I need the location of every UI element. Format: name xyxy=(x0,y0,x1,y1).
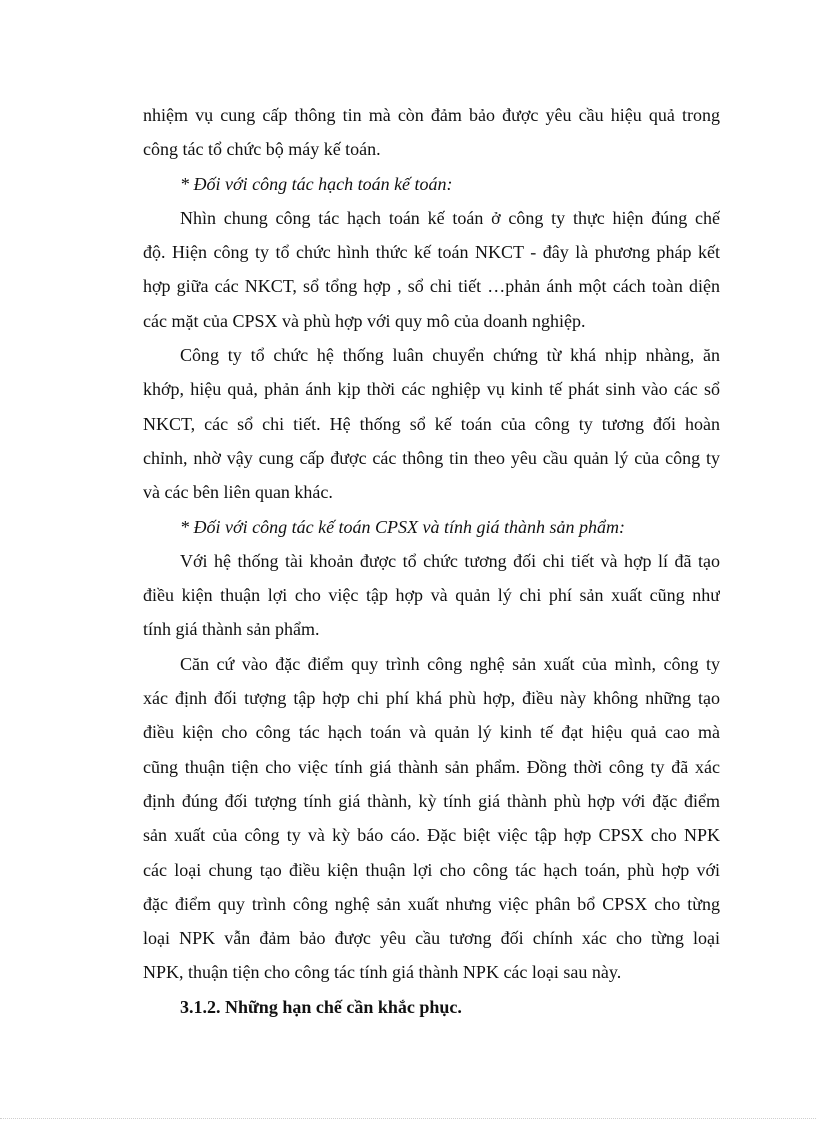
text-line: các mặt của CPSX và phù hợp với quy mô của doanh nghiệp. xyxy=(143,310,586,331)
paragraph-1 xyxy=(143,98,720,167)
text-line: NPK, thuận tiện cho công tác tính giá thành NPK các loại sau này. xyxy=(143,962,622,983)
page-bottom-rule xyxy=(0,1118,816,1119)
subheading-cost-accounting xyxy=(143,510,720,544)
text-line: xác định đối tượng tập hợp chi phí khá phù hợp, điều này không những tạo xyxy=(143,688,720,709)
text-line: định đúng đối tượng tính giá thành, kỳ tính giá thành phù hợp với đặc điểm xyxy=(143,790,720,811)
subheading-accounting xyxy=(143,167,720,201)
subheading-text: * Đối với công tác kế toán CPSX và tính giá thành sản phẩm: xyxy=(180,516,626,537)
text-line: loại NPK vẫn đảm bảo được yêu cầu tương đối chính xác cho từng loại xyxy=(143,928,720,949)
text-line: chỉnh, nhờ vậy cung cấp được các thông tin theo yêu cầu quản lý của công ty xyxy=(143,447,720,468)
paragraph-4 xyxy=(143,338,720,509)
section-heading-3-1-2 xyxy=(143,990,720,1024)
text-line: hợp giữa các NKCT, sổ tổng hợp , sổ chi tiết …phản ánh một cách toàn diện xyxy=(143,276,720,297)
text-line: đặc điểm quy trình công nghệ sản xuất nhưng việc phân bổ CPSX cho từng xyxy=(143,893,720,914)
text-line: điều kiện thuận lợi cho việc tập hợp và quản lý chi phí sản xuất cũng như xyxy=(143,585,720,606)
text-line: công tác tổ chức bộ máy kế toán. xyxy=(143,139,381,160)
text-line: Căn cứ vào đặc điểm quy trình công nghệ sản xuất của mình, công ty xyxy=(180,653,720,674)
text-line: tính giá thành sản phẩm. xyxy=(143,619,320,640)
text-line: Công ty tổ chức hệ thống luân chuyển chứng từ khá nhịp nhàng, ăn xyxy=(180,345,720,366)
paragraph-6 xyxy=(143,544,720,647)
text-line: cũng thuận tiện cho việc tính giá thành sản phẩm. Đồng thời công ty đã xác xyxy=(143,756,720,777)
text-line: và các bên liên quan khác. xyxy=(143,482,333,503)
text-line: NKCT, các sổ chi tiết. Hệ thống sổ kế toán của công ty tương đối hoàn xyxy=(143,413,720,434)
text-line: điều kiện cho công tác hạch toán và quản lý kinh tế đạt hiệu quả cao mà xyxy=(143,722,720,743)
text-line: các loại chung tạo điều kiện thuận lợi cho công tác hạch toán, phù hợp với xyxy=(143,859,720,880)
subheading-text: * Đối với công tác hạch toán kế toán: xyxy=(180,173,453,194)
text-line: Nhìn chung công tác hạch toán kế toán ở công ty thực hiện đúng chế xyxy=(180,207,720,228)
text-line: khớp, hiệu quả, phản ánh kịp thời các nghiệp vụ kinh tế phát sinh vào các sổ xyxy=(143,379,720,400)
paragraph-3 xyxy=(143,201,720,338)
paragraph-7 xyxy=(143,647,720,990)
section-heading-text: 3.1.2. Những hạn chế cần khắc phục. xyxy=(180,996,462,1017)
text-line: sản xuất của công ty và kỳ báo cáo. Đặc biệt việc tập hợp CPSX cho NPK xyxy=(143,825,720,846)
text-line: độ. Hiện công ty tổ chức hình thức kế toán NKCT - đây là phương pháp kết xyxy=(143,242,720,263)
text-line: Với hệ thống tài khoản được tổ chức tương đối chi tiết và hợp lí đã tạo xyxy=(180,550,720,571)
text-line: nhiệm vụ cung cấp thông tin mà còn đảm bảo được yêu cầu hiệu quả trong xyxy=(143,105,720,125)
document-body xyxy=(143,98,720,1024)
